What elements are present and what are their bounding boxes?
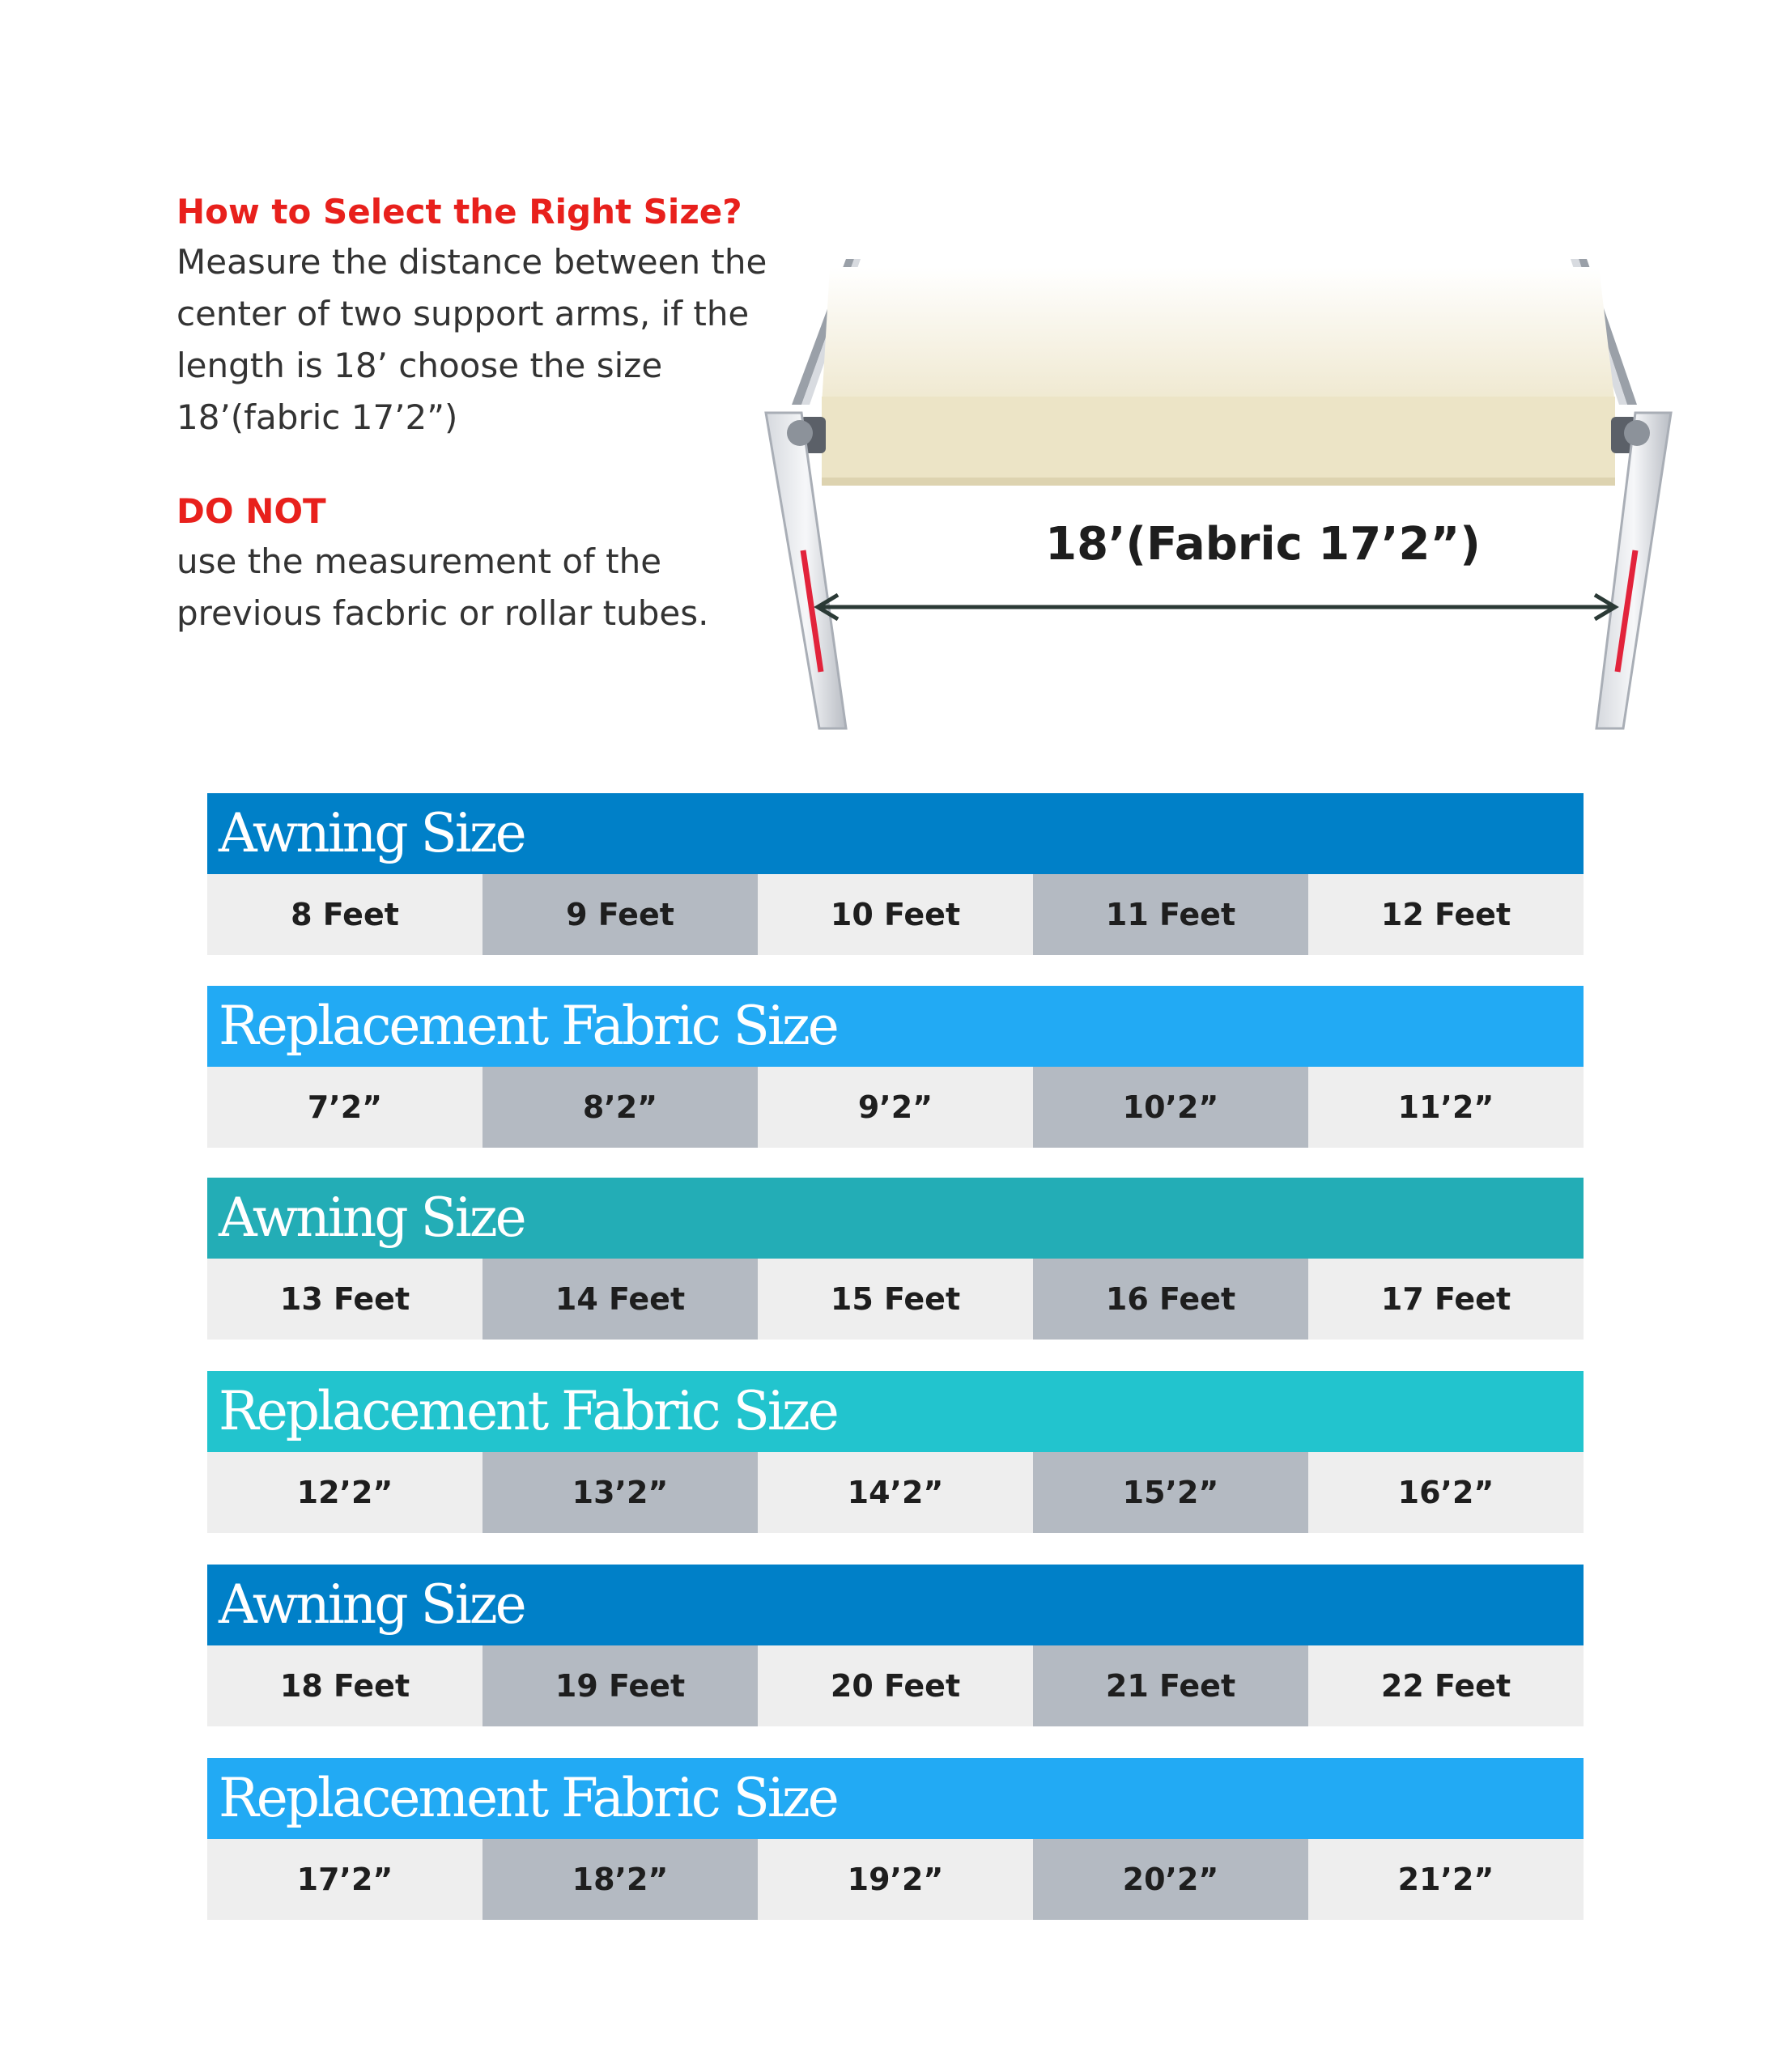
size-cell: 12 Feet [1308,874,1584,955]
measurement-label: 18’(Fabric 17’2”) [1045,518,1481,571]
table-row [207,1259,1584,1340]
instructions-line: length is 18’ choose the size [176,346,663,385]
size-cell: 8 Feet [207,874,483,955]
fabric-size-header: Replacement Fabric Size [207,1758,1584,1839]
fabric-size-header: Replacement Fabric Size [207,986,1584,1067]
size-cell: 12’2” [207,1452,483,1533]
fabric-size-header: Replacement Fabric Size [207,1371,1584,1452]
size-table-fabric-1 [207,986,1584,1148]
instructions-line: 18’(fabric 17’2”) [176,397,458,437]
warning-line: previous facbric or rollar tubes. [176,593,709,633]
size-cell: 7’2” [207,1067,483,1148]
size-table-fabric-2 [207,1371,1584,1533]
size-cell: 15’2” [1033,1452,1308,1533]
size-cell: 21 Feet [1033,1645,1308,1726]
size-cell: 18’2” [483,1839,758,1920]
size-cell: 16 Feet [1033,1259,1308,1340]
size-instructions [176,188,792,639]
size-cell: 21’2” [1308,1839,1584,1920]
size-cell: 9’2” [758,1067,1033,1148]
table-row [207,1067,1584,1148]
table-row [207,1645,1584,1726]
size-table-awning-2 [207,1178,1584,1340]
size-cell: 11’2” [1308,1067,1584,1148]
awning-size-header: Awning Size [207,793,1584,874]
size-cell: 13’2” [483,1452,758,1533]
size-cell: 14’2” [758,1452,1033,1533]
size-cell: 18 Feet [207,1645,483,1726]
size-cell: 20’2” [1033,1839,1308,1920]
size-cell: 14 Feet [483,1259,758,1340]
awning-diagram [753,251,1676,737]
awning-illustration [753,251,1676,737]
size-cell: 11 Feet [1033,874,1308,955]
size-cell: 19 Feet [483,1645,758,1726]
awning-size-header: Awning Size [207,1565,1584,1645]
size-cell: 13 Feet [207,1259,483,1340]
size-cell: 15 Feet [758,1259,1033,1340]
warning-heading: DO NOT [176,491,326,531]
size-cell: 20 Feet [758,1645,1033,1726]
size-cell: 19’2” [758,1839,1033,1920]
fabric-top [822,267,1615,405]
warning-line: use the measurement of the [176,541,662,581]
size-cell: 17’2” [207,1839,483,1920]
size-cell: 10 Feet [758,874,1033,955]
size-cell: 9 Feet [483,874,758,955]
instructions-line: center of two support arms, if the [176,294,750,333]
fabric-roll [822,397,1615,486]
size-cell: 17 Feet [1308,1259,1584,1340]
awning-size-header: Awning Size [207,1178,1584,1259]
table-row [207,1452,1584,1533]
instructions-line: Measure the distance between the [176,242,767,282]
size-table-awning-3 [207,1565,1584,1726]
size-cell: 16’2” [1308,1452,1584,1533]
size-cell: 22 Feet [1308,1645,1584,1726]
instructions-heading: How to Select the Right Size? [176,192,742,231]
measurement-arrow [818,595,1615,619]
size-cell: 10’2” [1033,1067,1308,1148]
size-table-fabric-3 [207,1758,1584,1920]
table-row [207,874,1584,955]
size-cell: 8’2” [483,1067,758,1148]
size-table-awning-1 [207,793,1584,955]
table-row [207,1839,1584,1920]
